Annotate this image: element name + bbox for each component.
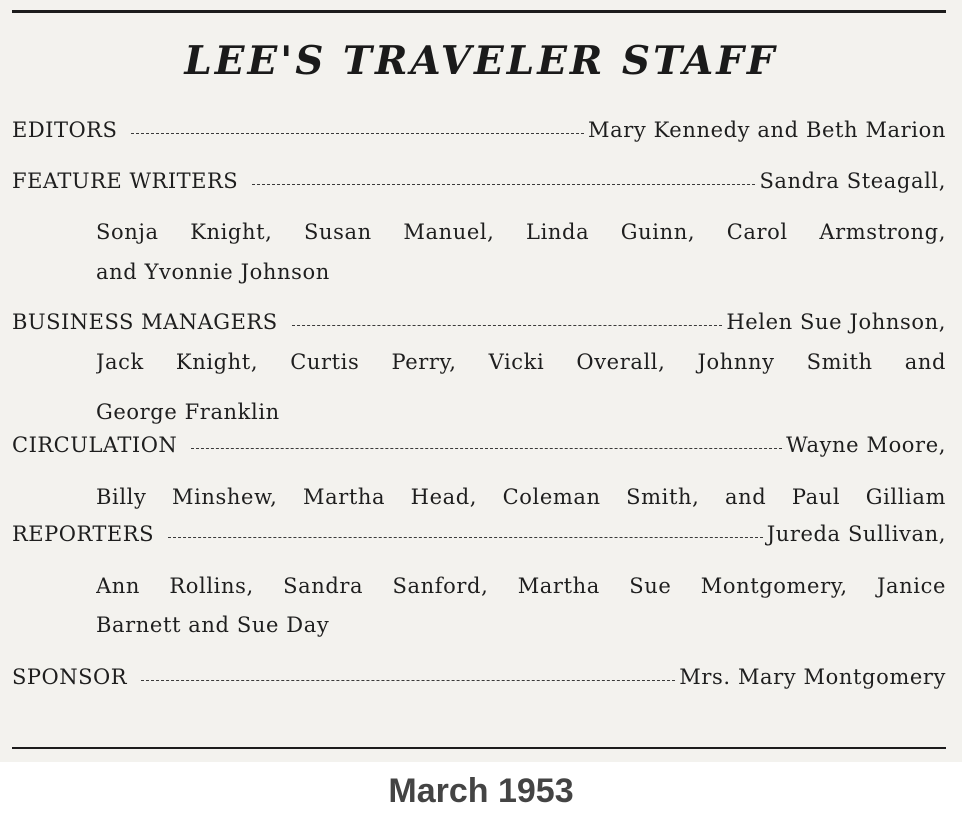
- role-names: Wayne Moore,: [786, 433, 946, 457]
- continuation-line: Jack Knight, Curtis Perry, Vicki Overall, Johnny Smith and: [96, 350, 946, 374]
- staff-row-editors: [12, 118, 946, 152]
- bottom-rule: [12, 747, 946, 749]
- role-label: REPORTERS: [12, 522, 154, 546]
- role-names: Mrs. Mary Montgomery: [679, 665, 946, 689]
- continuation-line: and Yvonnie Johnson: [96, 260, 330, 284]
- role-names: Sandra Steagall,: [759, 169, 946, 193]
- dot-leader: [131, 133, 584, 134]
- staff-row-reporters: [12, 522, 946, 556]
- role-names: Mary Kennedy and Beth Marion: [587, 118, 946, 142]
- continuation-line: Billy Minshew, Martha Head, Coleman Smith, and Paul Gilliam: [96, 485, 946, 509]
- role-label: EDITORS: [12, 118, 118, 142]
- dot-leader: [191, 448, 782, 449]
- staff-row-business-managers: [12, 310, 946, 344]
- role-names: Jureda Sullivan,: [766, 522, 946, 546]
- role-label: CIRCULATION: [12, 433, 178, 457]
- continuation-line: Ann Rollins, Sandra Sanford, Martha Sue Montgomery, Janice: [96, 574, 946, 598]
- dot-leader: [292, 325, 723, 326]
- role-label: BUSINESS MANAGERS: [12, 310, 278, 334]
- staff-row-circulation: [12, 433, 946, 467]
- page-title: LEE'S TRAVELER STAFF: [184, 38, 778, 84]
- role-names: Helen Sue Johnson,: [726, 310, 946, 334]
- continuation-line: Sonja Knight, Susan Manuel, Linda Guinn, Carol Armstrong,: [96, 220, 946, 244]
- top-rule: [12, 10, 946, 13]
- dot-leader: [168, 537, 763, 538]
- continuation-line: George Franklin: [96, 400, 280, 424]
- staff-row-feature-writers: [12, 169, 946, 203]
- dot-leader: [252, 184, 755, 185]
- issue-date: March 1953: [388, 772, 574, 810]
- role-label: FEATURE WRITERS: [12, 169, 239, 193]
- continuation-line: Barnett and Sue Day: [96, 613, 330, 637]
- staff-row-sponsor: [12, 665, 946, 699]
- role-label: SPONSOR: [12, 665, 128, 689]
- dot-leader: [141, 680, 675, 681]
